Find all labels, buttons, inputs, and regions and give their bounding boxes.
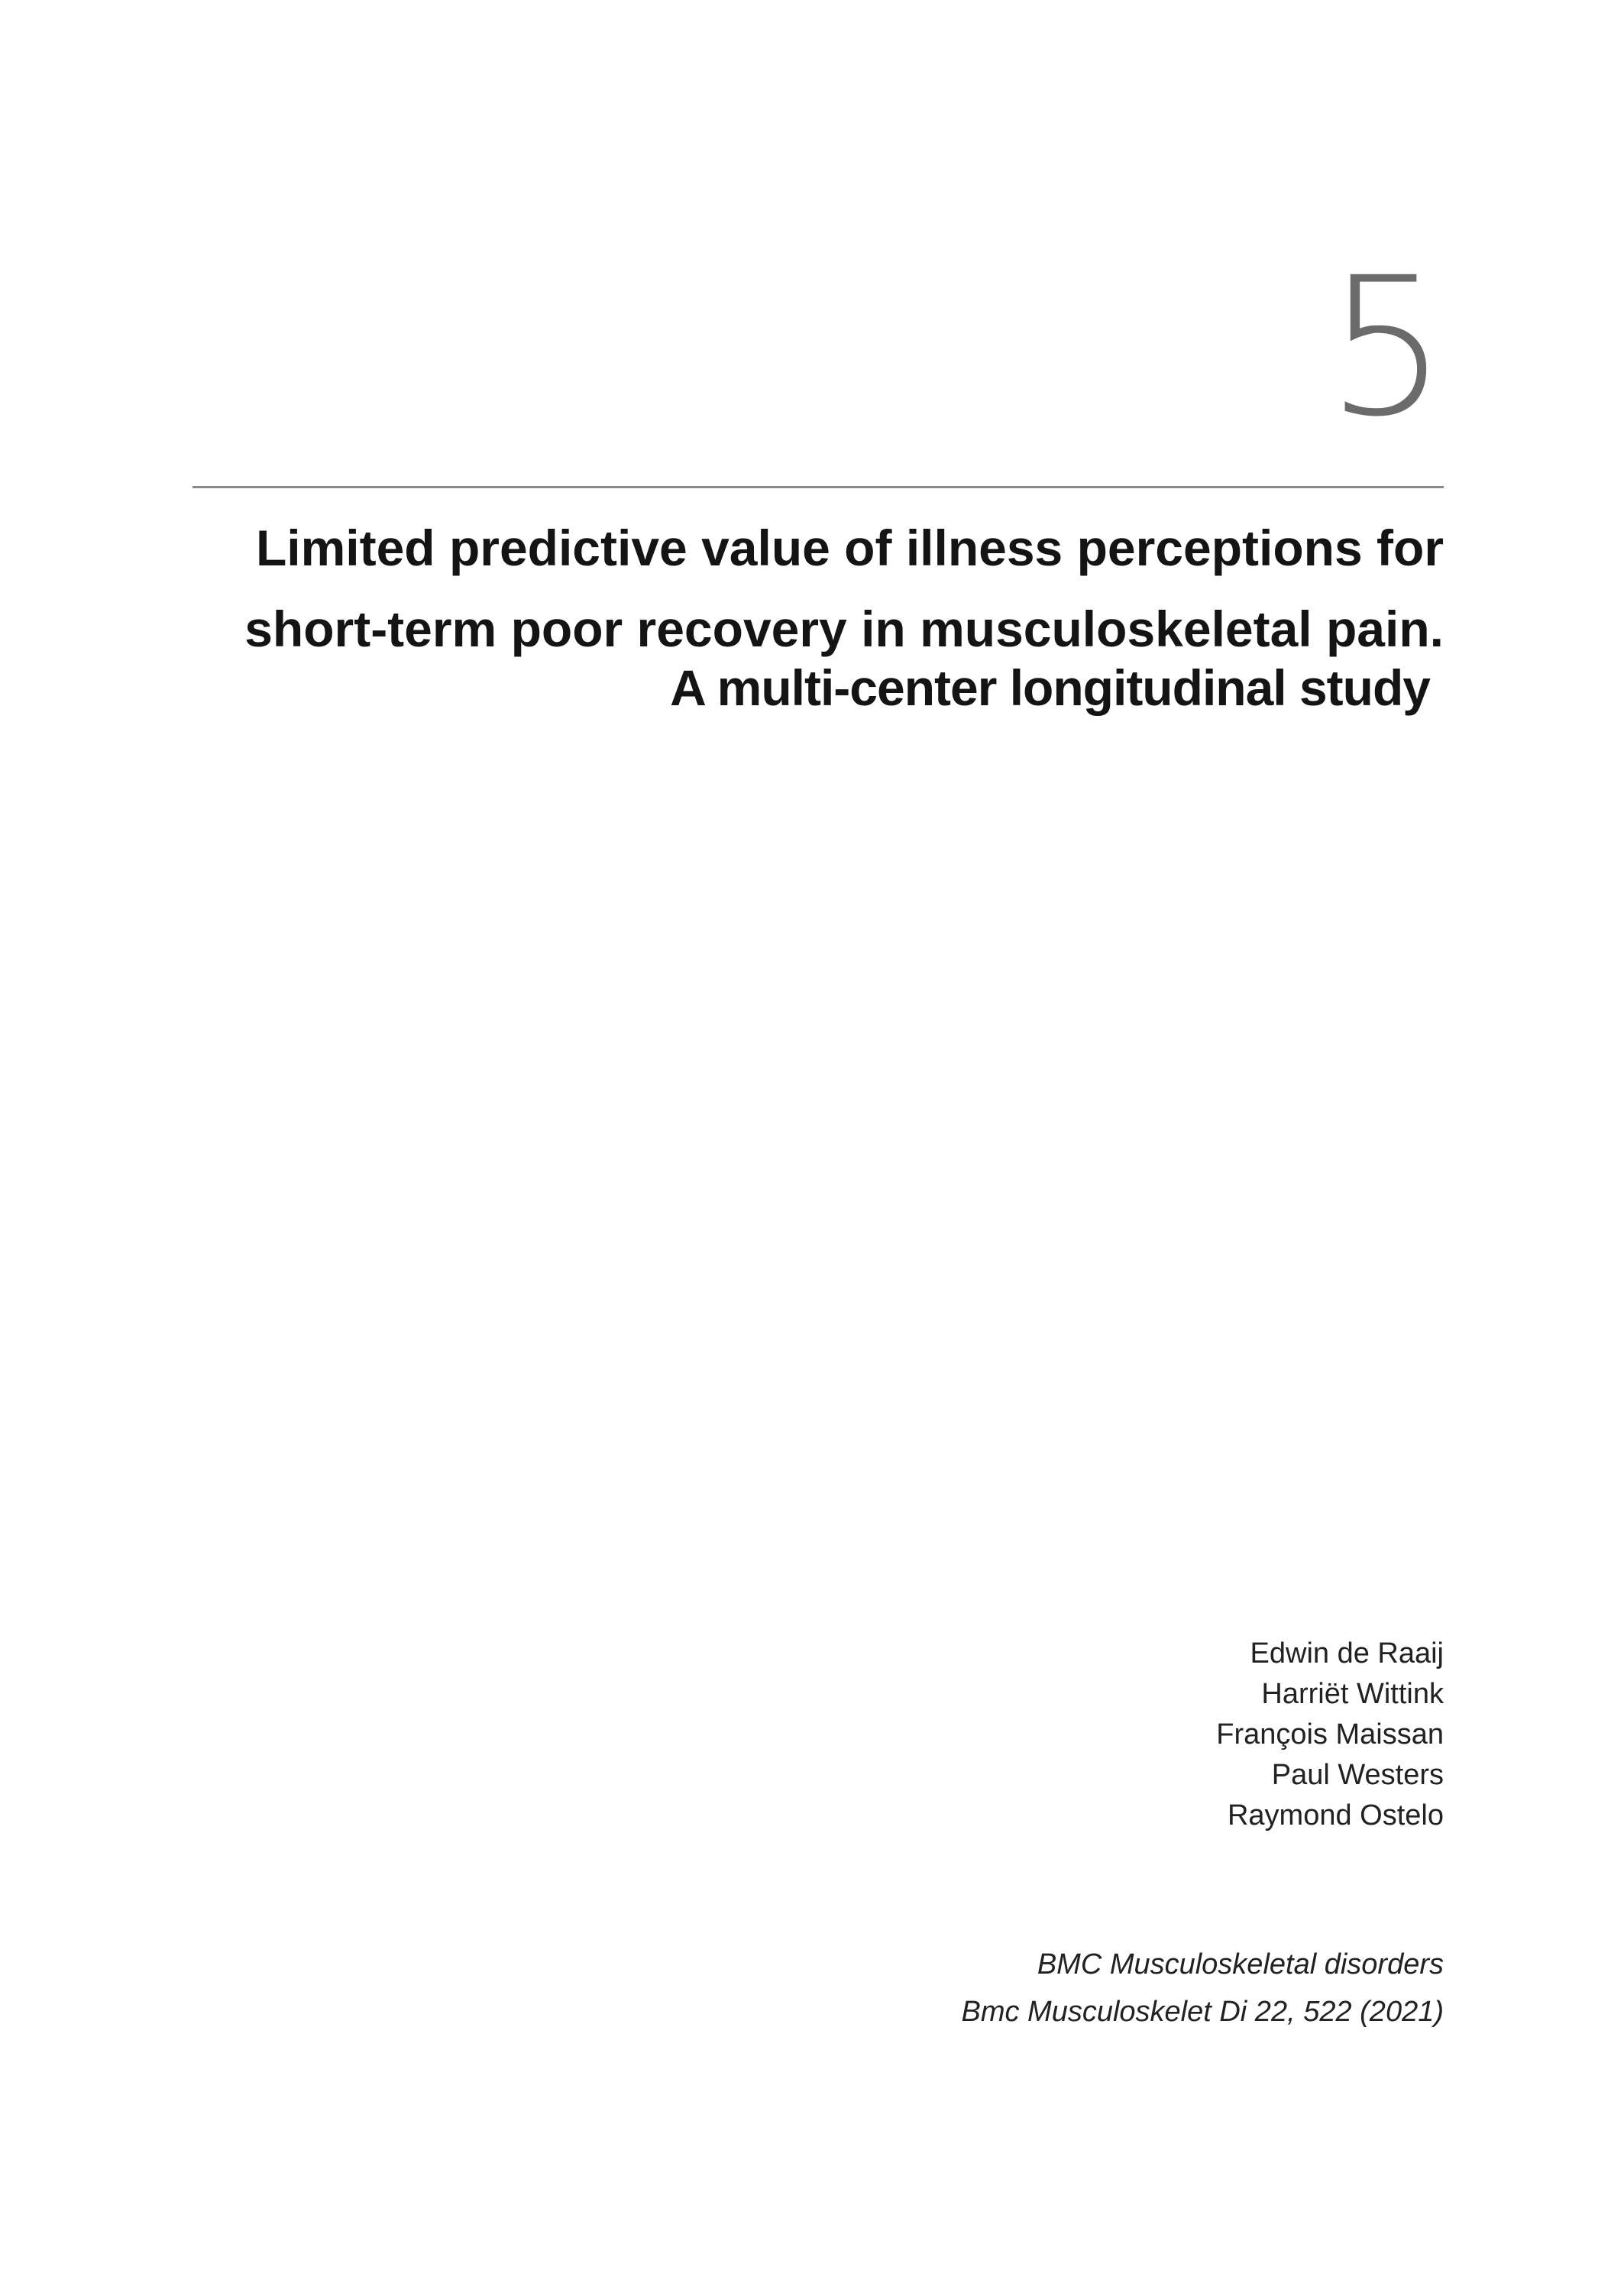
- chapter-subtitle: A multi-center longitudinal study: [670, 659, 1430, 716]
- author-name: François Maissan: [1216, 1718, 1444, 1751]
- author-name: Raymond Ostelo: [1227, 1799, 1444, 1831]
- author-name: Paul Westers: [1271, 1759, 1444, 1791]
- publication-citation: [961, 1941, 1444, 2036]
- author-name: Harriët Wittink: [1261, 1678, 1444, 1710]
- chapter-number: 5: [1325, 236, 1444, 458]
- author-name: Edwin de Raaij: [1250, 1637, 1444, 1670]
- chapter-title: [145, 507, 1444, 723]
- journal-name: BMC Musculoskeletal disorders: [1037, 1948, 1444, 1980]
- author-list: [1216, 1634, 1444, 1836]
- chapter-title-line-2: short-term poor recovery in musculoskeletal pain.: [244, 601, 1444, 657]
- chapter-title-line-1: Limited predictive value of illness perceptions for: [255, 520, 1444, 576]
- title-divider: [192, 486, 1444, 488]
- journal-reference: Bmc Musculoskelet Di 22, 522 (2021): [961, 1996, 1444, 2028]
